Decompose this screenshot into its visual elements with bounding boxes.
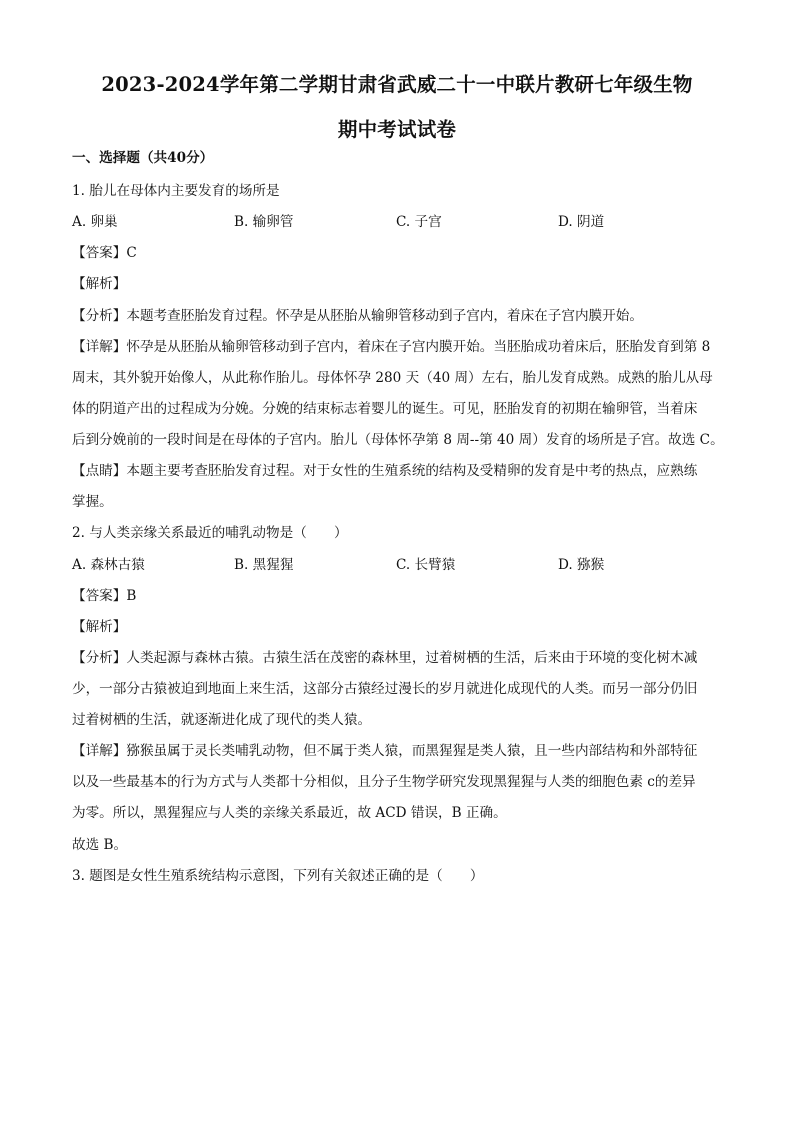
q2-xiangjie-line3: 为零。所以，黑猩猩应与人类的亲缘关系最近，故 ACD 错误，B 正确。	[72, 805, 507, 821]
q1-dianjing-line2: 掌握。	[72, 494, 113, 510]
q1-dianjing-line1: 【点睛】本题主要考查胚胎发育过程。对于女性的生殖系统的结构及受精卵的发育是中考的热点，应熟练	[72, 463, 698, 479]
q2-answer: 【答案】B	[72, 588, 137, 604]
q1-option-a: A. 卵巢	[72, 214, 118, 230]
q1-option-d: D. 阴道	[558, 214, 605, 230]
q1-answer: 【答案】C	[72, 245, 137, 261]
q2-fenxi-line3: 过着树栖的生活，就逐渐进化成了现代的类人猿。	[72, 712, 372, 728]
q2-xiangjie-line1: 【详解】猕猴虽属于灵长类哺乳动物，但不属于类人猿，而黑猩猩是类人猿，且一些内部结构和外部特征	[72, 743, 698, 759]
q1-xiangjie-line2: 周末，其外貌开始像人，从此称作胎儿。母体怀孕 280 天（40 周）左右，胎儿发育成熟。成熟的胎儿从母	[72, 370, 713, 386]
q2-fenxi-line2: 少，一部分古猿被迫到地面上来生活，这部分古猿经过漫长的岁月就进化成现代的人类。而另一部分仍旧	[72, 681, 698, 697]
q2-analysis-label: 【解析】	[72, 619, 127, 635]
q2-option-d: D. 猕猴	[558, 557, 605, 573]
q1-option-b: B. 输卵管	[234, 214, 294, 230]
q1-option-c: C. 子宫	[396, 214, 442, 230]
q2-option-b: B. 黑猩猩	[234, 557, 294, 573]
q1-xiangjie-line4: 后到分娩前的一段时间是在母体的子宫内。胎儿（母体怀孕第 8 周--第 40 周）发育的场所是子宫。故选 C。	[72, 432, 724, 448]
section-heading: 一、选择题（共40分）	[72, 150, 214, 166]
q3-stem: 3. 题图是女性生殖系统结构示意图，下列有关叙述正确的是（ ）	[72, 868, 484, 884]
q2-option-c: C. 长臂猿	[396, 557, 456, 573]
q1-analysis-label: 【解析】	[72, 276, 127, 292]
q2-option-a: A. 森林古猿	[72, 557, 145, 573]
q2-conclusion: 故选 B。	[72, 837, 128, 853]
q1-xiangjie-line3: 体的阴道产出的过程成为分娩。分娩的结束标志着婴儿的诞生。可见，胚胎发育的初期在输卵管，当着床	[72, 401, 698, 417]
q2-xiangjie-line2: 以及一些最基本的行为方式与人类都十分相似，且分子生物学研究发现黑猩猩与人类的细胞色素 c的差异	[72, 774, 696, 790]
q1-fenxi: 【分析】本题考查胚胎发育过程。怀孕是从胚胎从输卵管移动到子宫内，着床在子宫内膜开始。	[72, 308, 643, 324]
document-title-line2: 期中考试试卷	[337, 118, 457, 141]
q1-stem: 1. 胎儿在母体内主要发育的场所是	[72, 183, 280, 199]
document-title-line1: 2023-2024学年第二学期甘肃省武威二十一中联片教研七年级生物	[101, 73, 693, 96]
q1-xiangjie-line1: 【详解】怀孕是从胚胎从输卵管移动到子宫内，着床在子宫内膜开始。当胚胎成功着床后，胚胎发育到第 8	[72, 339, 711, 355]
q2-stem: 2. 与人类亲缘关系最近的哺乳动物是（ ）	[72, 525, 348, 541]
q2-fenxi-line1: 【分析】人类起源与森林古猿。古猿生活在茂密的森林里，过着树栖的生活，后来由于环境的变化树木减	[72, 650, 698, 666]
